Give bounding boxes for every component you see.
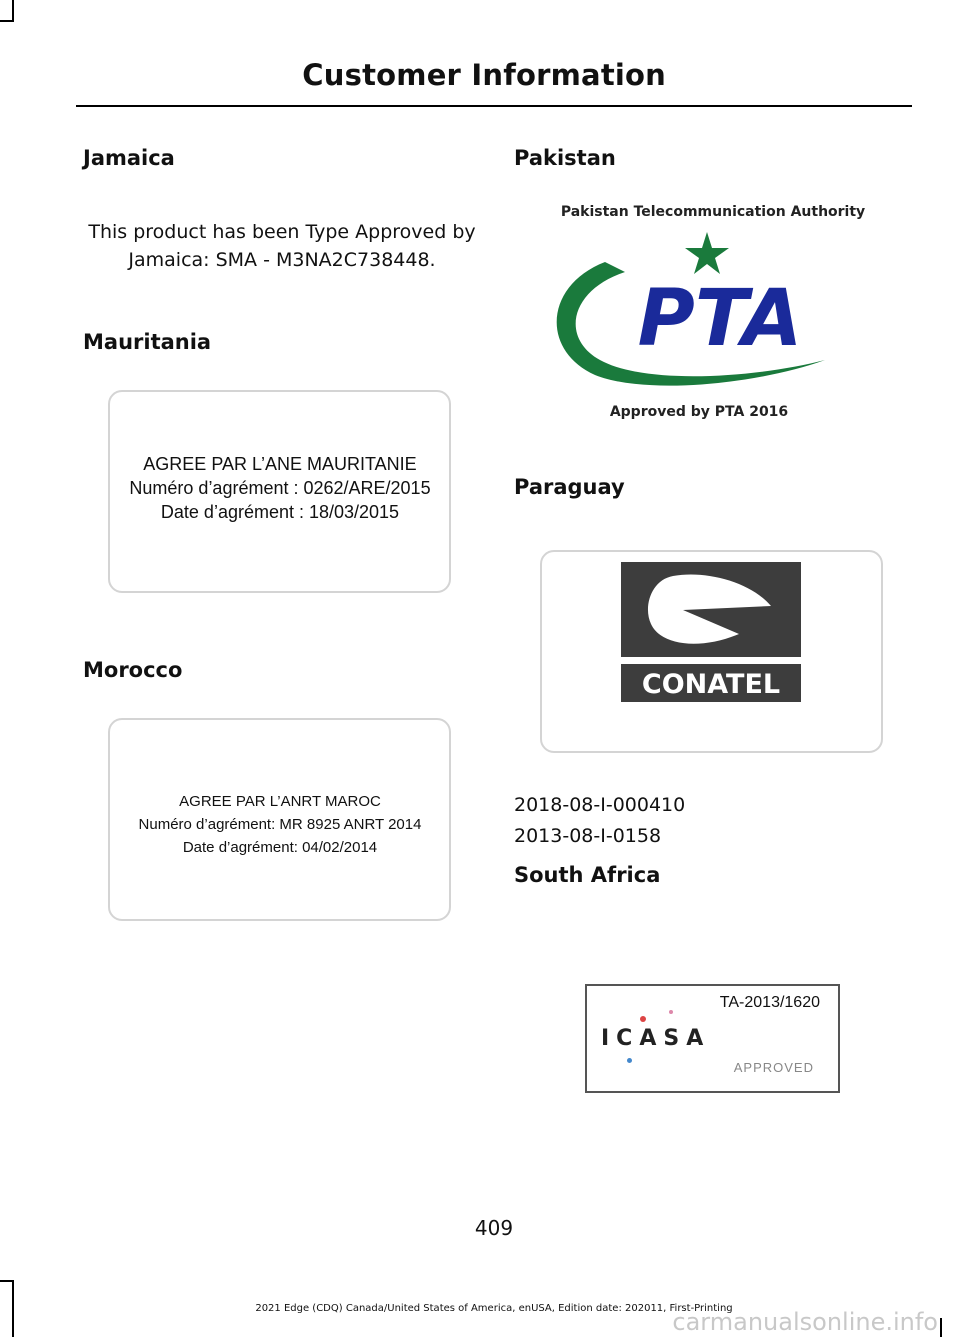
- crop-mark: [940, 1318, 942, 1337]
- crop-mark: [12, 0, 14, 22]
- header-divider: [76, 105, 912, 107]
- pta-logo-caption: Approved by PTA 2016: [609, 404, 789, 420]
- mauritania-label-text: [100, 452, 460, 524]
- pakistan-heading: Pakistan: [514, 146, 616, 170]
- pta-logo: [535, 190, 892, 432]
- jamaica-line-1: This product has been Type Approved by: [88, 221, 476, 243]
- conatel-wordmark: CONATEL: [641, 669, 781, 700]
- jamaica-line-2: Jamaica: SMA - M3NA2C738448.: [128, 249, 436, 271]
- morocco-label-text: [100, 790, 460, 859]
- paraguay-code-2: 2013-08-I-0158: [514, 825, 662, 847]
- icasa-dot-icon: [627, 1058, 632, 1063]
- pta-logo-title: Pakistan Telecommunication Authority: [560, 204, 866, 220]
- mauritania-label-line-2: Numéro d’agrément : 0262/ARE/2015: [129, 478, 431, 498]
- edition-footer: 2021 Edge (CDQ) Canada/United States of America, enUSA, Edition date: 202011, First-Printing: [255, 1303, 733, 1314]
- watermark: carmanualsonline.info: [672, 1308, 938, 1336]
- jamaica-approval-text: [82, 218, 482, 274]
- pta-logo-graphic: [535, 190, 892, 432]
- crop-mark: [0, 1280, 14, 1282]
- paraguay-code-1: 2018-08-I-000410: [514, 794, 686, 816]
- mauritania-label-line-3: Date d’agrément : 18/03/2015: [160, 502, 400, 522]
- page-title: Customer Information: [302, 58, 666, 92]
- mauritania-label-line-1: AGREE PAR L’ANE MAURITANIE: [143, 454, 417, 474]
- crop-mark: [0, 20, 14, 22]
- paraguay-heading: Paraguay: [514, 475, 625, 499]
- conatel-logo-graphic: [621, 562, 801, 702]
- icasa-label: [585, 984, 840, 1093]
- morocco-label-line-2: Numéro d’agrément: MR 8925 ANRT 2014: [138, 816, 422, 833]
- south-africa-heading: South Africa: [514, 863, 661, 887]
- jamaica-heading: Jamaica: [83, 146, 175, 170]
- pta-star-icon: [685, 232, 729, 274]
- pta-logo-text: PTA: [637, 274, 803, 364]
- icasa-dot-icon: [640, 1016, 646, 1022]
- page-number: 409: [474, 1216, 514, 1240]
- morocco-heading: Morocco: [83, 658, 183, 682]
- icasa-approved-text: APPROVED: [733, 1060, 814, 1075]
- mauritania-heading: Mauritania: [83, 330, 212, 354]
- icasa-logo-text: ICASA: [601, 1026, 711, 1051]
- icasa-cert-number: TA-2013/1620: [719, 994, 820, 1011]
- icasa-dot-icon: [669, 1010, 673, 1014]
- morocco-label-line-3: Date d’agrément: 04/02/2014: [182, 839, 378, 856]
- conatel-logo: [621, 562, 801, 702]
- morocco-label-line-1: AGREE PAR L’ANRT MAROC: [179, 793, 381, 810]
